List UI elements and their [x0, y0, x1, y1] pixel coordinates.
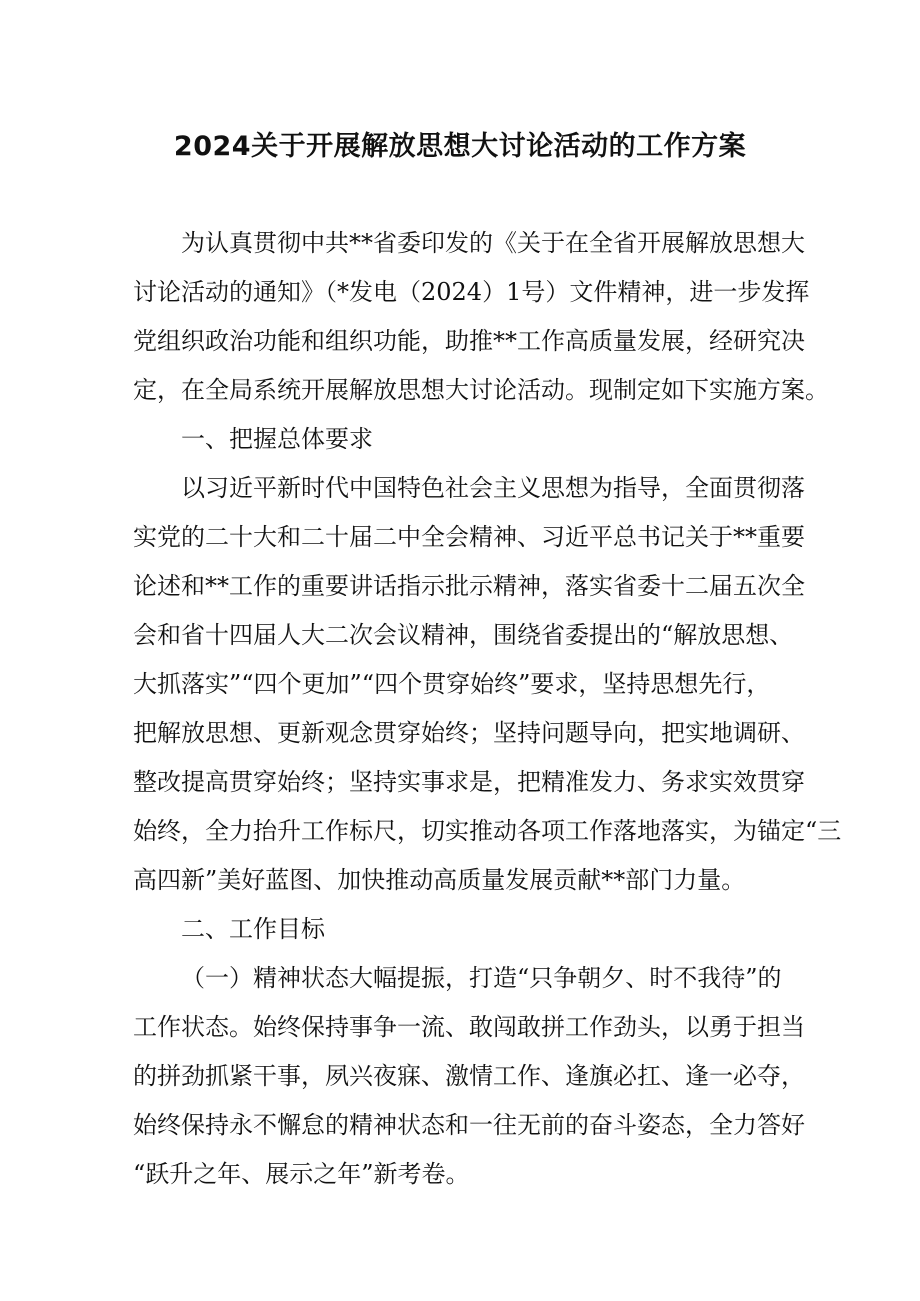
section-heading-work-goals: 二、工作目标	[181, 915, 325, 943]
paragraph-requirements-line: 把解放思想、更新观念贯穿始终；坚持问题导向，把实地调研、	[133, 719, 805, 747]
paragraph-requirements-line: 始终，全力抬升工作标尺，切实推动各项工作落地落实，为锚定“三	[133, 817, 842, 845]
paragraph-goal-one-line: 工作状态。始终保持事争一流、敢闯敢拼工作劲头，以勇于担当	[133, 1013, 805, 1041]
paragraph-goal-one-line: （一）精神状态大幅提振，打造“只争朝夕、时不我待”的	[181, 964, 782, 992]
paragraph-requirements-line: 会和省十四届人大二次会议精神，围绕省委提出的“解放思想、	[133, 621, 794, 649]
document-body	[133, 219, 842, 1199]
paragraph-requirements-line: 论述和**工作的重要讲话指示批示精神，落实省委十二届五次全	[133, 572, 805, 600]
paragraph-requirements-line: 以习近平新时代中国特色社会主义思想为指导，全面贯彻落	[181, 474, 805, 502]
paragraph-intro-line: 定，在全局系统开展解放思想大讨论活动。现制定如下实施方案。	[133, 376, 829, 404]
section-heading-overall-requirements: 一、把握总体要求	[181, 425, 373, 453]
paragraph-requirements-line: 大抓落实”“四个更加”“四个贯穿始终”要求，坚持思想先行，	[133, 670, 771, 698]
paragraph-goal-one-line: 始终保持永不懈怠的精神状态和一往无前的奋斗姿态，全力答好	[133, 1111, 805, 1139]
paragraph-goal-one-line: 的拼劲抓紧干事，夙兴夜寐、激情工作、逢旗必扛、逢一必夺，	[133, 1062, 805, 1090]
document-title: 2024关于开展解放思想大讨论活动的工作方案	[173, 131, 747, 162]
paragraph-requirements-line: 高四新”美好蓝图、加快推动高质量发展贡献**部门力量。	[133, 866, 746, 894]
paragraph-intro-line: 讨论活动的通知》（*发电（2024）1号）文件精神，进一步发挥	[133, 278, 810, 306]
paragraph-intro-line: 党组织政治功能和组织功能，助推**工作高质量发展，经研究决	[133, 327, 805, 355]
paragraph-requirements-line: 实党的二十大和二十届二中全会精神、习近平总书记关于**重要	[133, 523, 805, 551]
paragraph-goal-one-line: “跃升之年、展示之年”新考卷。	[133, 1160, 470, 1188]
paragraph-requirements-line: 整改提高贯穿始终；坚持实事求是，把精准发力、务求实效贯穿	[133, 768, 805, 796]
paragraph-intro-line: 为认真贯彻中共**省委印发的《关于在全省开展解放思想大	[181, 229, 805, 257]
